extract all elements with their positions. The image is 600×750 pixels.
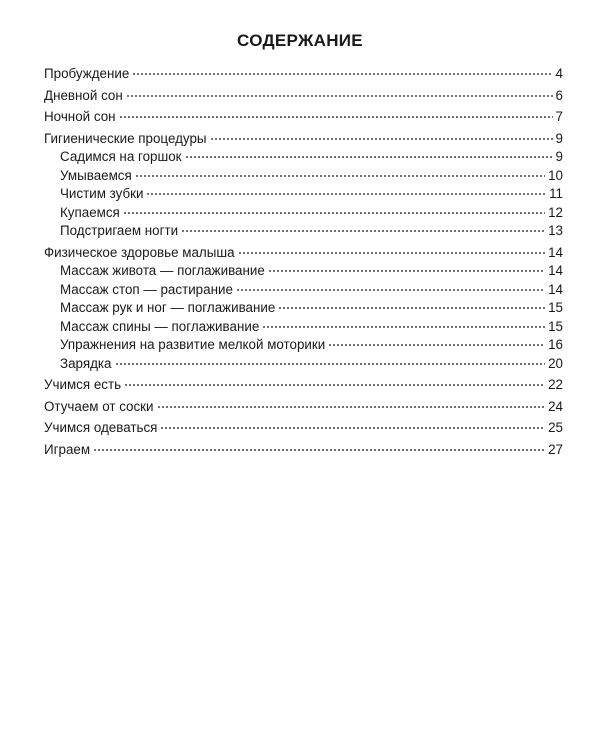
toc-entry-label: Пробуждение xyxy=(44,66,130,81)
toc-subentry[interactable] xyxy=(44,167,563,185)
toc-subentry[interactable] xyxy=(44,355,563,373)
page-title: СОДЕРЖАНИЕ xyxy=(237,31,363,50)
toc-entry-label: Подстригаем ногти xyxy=(60,223,179,238)
toc-subentry[interactable] xyxy=(44,148,563,166)
toc-dot-leader xyxy=(185,156,553,158)
toc-entry-label: Физическое здоровье малыша xyxy=(44,244,235,260)
toc-page-number: 16 xyxy=(548,337,563,352)
toc-page-number: 22 xyxy=(548,377,563,392)
toc-page-number: 4 xyxy=(555,66,563,81)
table-of-contents xyxy=(44,65,563,459)
toc-page-number: 12 xyxy=(548,204,563,220)
toc-page-number: 24 xyxy=(548,398,563,414)
toc-subentry[interactable] xyxy=(44,204,563,222)
toc-entry-label: Садимся на горшок xyxy=(60,149,182,164)
toc-dot-leader xyxy=(123,212,545,214)
toc-page-number: 10 xyxy=(548,167,563,183)
toc-dot-leader xyxy=(278,307,545,309)
toc-page-number: 9 xyxy=(555,149,563,164)
toc-subentry[interactable] xyxy=(44,222,563,240)
toc-page-number: 14 xyxy=(548,244,563,260)
toc-page-number: 9 xyxy=(555,130,563,146)
toc-dot-leader xyxy=(135,175,545,177)
toc-subentry[interactable] xyxy=(44,336,563,354)
toc-entry-label: Упражнения на развитие мелкой моторики xyxy=(60,337,326,352)
toc-dot-leader xyxy=(238,252,546,254)
toc-entry-label: Массаж стоп — растирание xyxy=(60,281,233,297)
toc-entry-label: Купаемся xyxy=(60,204,120,220)
toc-page-number: 6 xyxy=(555,87,563,103)
toc-dot-leader xyxy=(210,138,553,140)
toc-dot-leader xyxy=(132,73,552,75)
toc-dot-leader xyxy=(126,95,553,97)
toc-page-number: 20 xyxy=(548,355,563,371)
toc-dot-leader xyxy=(93,449,545,451)
toc-entry-label: Отучаем от соски xyxy=(44,398,154,414)
toc-entry[interactable] xyxy=(44,441,563,459)
toc-entry[interactable] xyxy=(44,130,563,148)
toc-entry-label: Дневной сон xyxy=(44,87,123,103)
toc-entry[interactable] xyxy=(44,65,563,83)
toc-dot-leader xyxy=(124,384,545,386)
toc-entry[interactable] xyxy=(44,108,563,126)
toc-page-number: 7 xyxy=(555,109,563,124)
toc-dot-leader xyxy=(119,116,553,118)
toc-entry[interactable] xyxy=(44,87,563,105)
toc-subentry[interactable] xyxy=(44,185,563,203)
toc-page-number: 15 xyxy=(548,318,563,334)
toc-page-number: 25 xyxy=(548,420,563,435)
toc-entry-label: Массаж рук и ног — поглаживание xyxy=(60,300,276,315)
toc-page-number: 15 xyxy=(548,300,563,315)
toc-dot-leader xyxy=(115,363,546,365)
toc-entry-label: Массаж спины — поглаживание xyxy=(60,318,260,334)
toc-entry-label: Ночной сон xyxy=(44,109,116,124)
toc-dot-leader xyxy=(157,406,546,408)
toc-entry-label: Играем xyxy=(44,441,91,457)
toc-page-number: 27 xyxy=(548,441,563,457)
toc-dot-leader xyxy=(236,289,545,291)
toc-subentry[interactable] xyxy=(44,281,563,299)
toc-entry[interactable] xyxy=(44,398,563,416)
toc-dot-leader xyxy=(146,193,546,195)
toc-page-number: 13 xyxy=(548,223,563,238)
toc-dot-leader xyxy=(262,326,545,328)
toc-entry-label: Массаж живота — поглаживание xyxy=(60,263,265,278)
toc-entry-label: Зарядка xyxy=(60,355,112,371)
toc-dot-leader xyxy=(160,427,545,429)
toc-page-number: 14 xyxy=(548,263,563,278)
toc-entry-label: Умываемся xyxy=(60,167,132,183)
toc-entry[interactable] xyxy=(44,244,563,262)
toc-entry-label: Чистим зубки xyxy=(60,186,144,201)
toc-subentry[interactable] xyxy=(44,318,563,336)
toc-page-number: 11 xyxy=(549,186,563,201)
toc-entry-label: Учимся есть xyxy=(44,377,122,392)
toc-subentry[interactable] xyxy=(44,299,563,317)
toc-entry-label: Учимся одеваться xyxy=(44,420,158,435)
toc-entry[interactable] xyxy=(44,419,563,437)
toc-entry[interactable] xyxy=(44,376,563,394)
toc-dot-leader xyxy=(328,344,545,346)
toc-dot-leader xyxy=(181,230,545,232)
toc-entry-label: Гигиенические процедуры xyxy=(44,130,207,146)
toc-dot-leader xyxy=(268,270,545,272)
toc-page-number: 14 xyxy=(548,281,563,297)
toc-subentry[interactable] xyxy=(44,262,563,280)
